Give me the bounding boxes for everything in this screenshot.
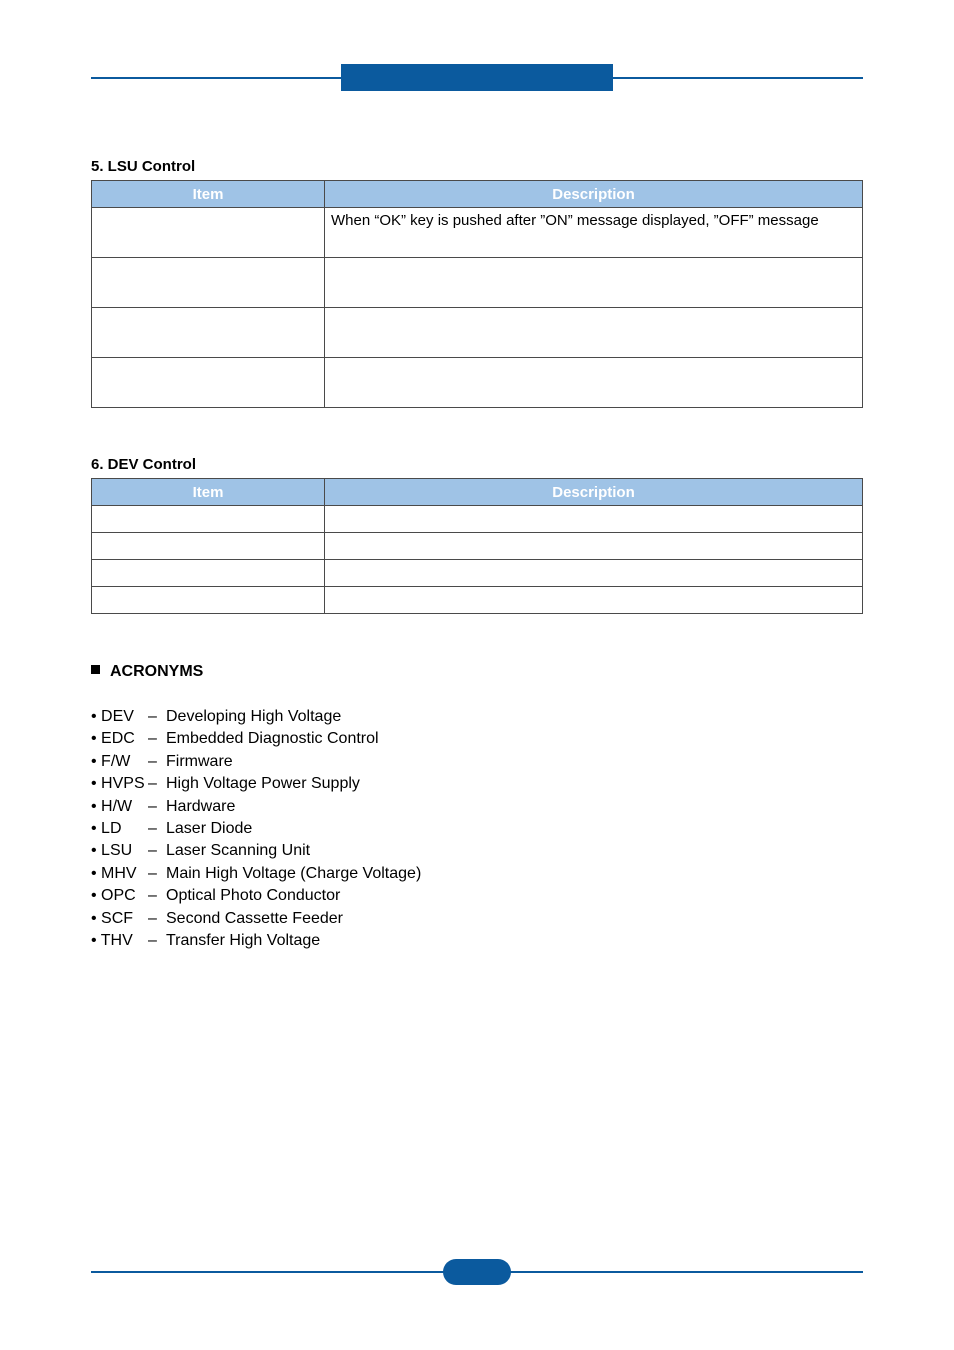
item-cell — [92, 506, 325, 533]
table-row — [92, 258, 863, 308]
table-row — [92, 506, 863, 533]
acronym-separator: – — [148, 730, 157, 748]
list-item — [91, 908, 421, 930]
column-header-description: Description — [325, 181, 863, 208]
acronym-separator: – — [148, 842, 157, 860]
acronym-abbr: • DEV — [91, 708, 134, 725]
list-item — [91, 728, 421, 750]
acronym-separator: – — [148, 864, 157, 882]
acronym-separator: – — [148, 931, 157, 949]
table-row — [92, 560, 863, 587]
acronym-abbr: • LSU — [91, 842, 133, 860]
description-cell — [325, 587, 863, 614]
description-cell — [325, 258, 863, 308]
item-cell — [92, 208, 325, 258]
item-cell — [92, 358, 325, 408]
description-cell — [325, 506, 863, 533]
acronym-list — [91, 706, 421, 952]
list-item — [91, 751, 421, 773]
list-item — [91, 773, 421, 795]
dev-section-title: 6. DEV Control — [91, 456, 197, 473]
table-row — [92, 208, 863, 258]
acronym-abbr: • THV — [91, 931, 133, 949]
list-item — [91, 863, 421, 885]
acronym-abbr: • LD — [91, 819, 122, 837]
acronym-separator: – — [148, 775, 157, 793]
acronym-meaning: Developing High Voltage — [166, 708, 342, 725]
description-cell — [325, 308, 863, 358]
acronym-meaning: Firmware — [166, 752, 233, 770]
list-item — [91, 818, 421, 840]
acronym-meaning: Laser Diode — [166, 819, 253, 837]
item-cell — [92, 308, 325, 358]
acronym-separator: – — [148, 797, 157, 815]
column-header-item: Item — [92, 479, 325, 506]
page-number-badge — [443, 1259, 511, 1285]
column-header-item: Item — [92, 181, 325, 208]
acronym-meaning: Transfer High Voltage — [166, 931, 321, 949]
acronym-abbr: • EDC — [91, 730, 135, 748]
item-cell — [92, 258, 325, 308]
acronym-separator: – — [148, 819, 157, 837]
description-cell — [325, 533, 863, 560]
acronym-meaning: Main High Voltage (Charge Voltage) — [166, 864, 422, 882]
lsu-table — [91, 180, 863, 408]
acronym-meaning: Hardware — [166, 797, 236, 815]
table-row — [92, 308, 863, 358]
acronym-meaning: High Voltage Power Supply — [166, 775, 360, 793]
list-item — [91, 930, 421, 952]
header-tab — [341, 64, 613, 91]
acronym-abbr: • SCF — [91, 909, 134, 927]
item-cell — [92, 533, 325, 560]
table-header-row — [92, 181, 863, 208]
acronym-abbr: • MHV — [91, 864, 137, 882]
item-cell — [92, 587, 325, 614]
table-row — [92, 533, 863, 560]
acronym-separator: – — [148, 708, 157, 725]
acronym-abbr: • HVPS — [91, 775, 145, 793]
description-cell: When “OK” key is pushed after ”ON” message displayed, ”OFF” message — [325, 208, 863, 258]
acronym-meaning: Laser Scanning Unit — [166, 842, 311, 860]
square-bullet-icon — [91, 665, 100, 674]
acronyms-heading-label: ACRONYMS — [110, 663, 204, 680]
description-cell — [325, 358, 863, 408]
acronym-separator: – — [148, 752, 157, 770]
acronym-separator: – — [148, 909, 157, 927]
table-row — [92, 587, 863, 614]
list-item — [91, 885, 421, 907]
acronym-abbr: • OPC — [91, 887, 136, 905]
acronym-meaning: Optical Photo Conductor — [166, 887, 341, 905]
list-item — [91, 840, 421, 862]
column-header-description: Description — [325, 479, 863, 506]
acronym-abbr: • F/W — [91, 752, 131, 770]
acronym-meaning: Second Cassette Feeder — [166, 909, 343, 927]
list-item — [91, 706, 421, 728]
dev-table — [91, 478, 863, 614]
table-header-row — [92, 479, 863, 506]
acronym-meaning: Embedded Diagnostic Control — [166, 730, 379, 748]
item-cell — [92, 560, 325, 587]
description-cell — [325, 560, 863, 587]
acronym-abbr: • H/W — [91, 797, 133, 815]
lsu-section-title: 5. LSU Control — [91, 158, 196, 175]
acronym-separator: – — [148, 887, 157, 905]
acronyms-heading — [91, 663, 203, 681]
list-item — [91, 796, 421, 818]
table-row — [92, 358, 863, 408]
